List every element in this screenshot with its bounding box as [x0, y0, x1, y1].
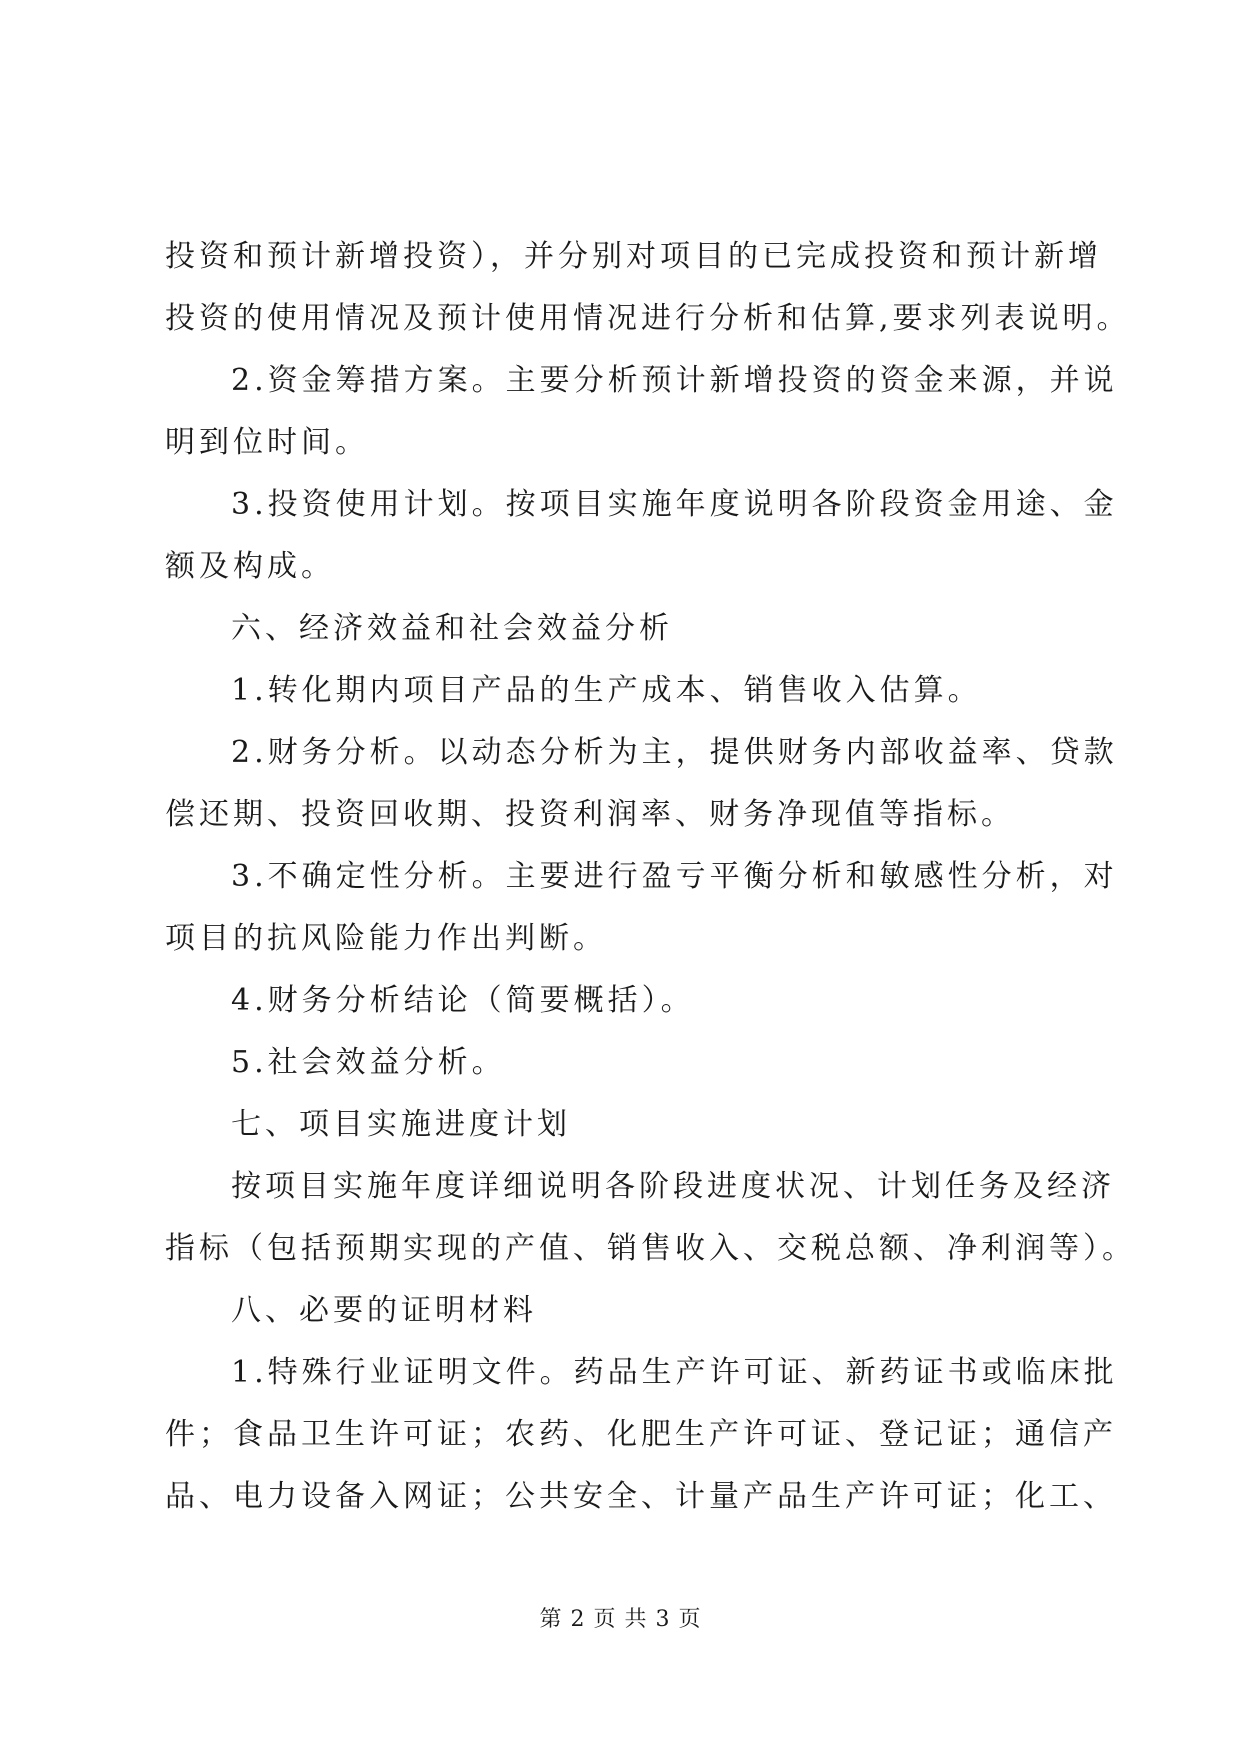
body-line: 按项目实施年度详细说明各阶段进度状况、计划任务及经济: [231, 1169, 1115, 1204]
body-line: 投资和预计新增投资），并分别对项目的已完成投资和预计新增: [165, 239, 1102, 274]
body-line: 明到位时间。: [165, 425, 369, 460]
section-heading: 七、项目实施进度计划: [231, 1107, 571, 1142]
body-line: 额及构成。: [165, 549, 335, 584]
body-line: 项目的抗风险能力作出判断。: [165, 921, 607, 956]
body-line: 4.财务分析结论（简要概括）。: [231, 983, 695, 1018]
body-line: 偿还期、投资回收期、投资利润率、财务净现值等指标。: [165, 797, 1015, 832]
document-body: [165, 226, 1136, 1528]
body-line: 1.特殊行业证明文件。药品生产许可证、新药证书或临床批: [231, 1355, 1118, 1390]
page-number-footer: 第 2 页 共 3 页: [539, 1607, 702, 1632]
body-line: 件；食品卫生许可证；农药、化肥生产许可证、登记证；通信产: [165, 1417, 1117, 1452]
body-line: 5.社会效益分析。: [231, 1045, 506, 1080]
body-line: 3.投资使用计划。按项目实施年度说明各阶段资金用途、金: [231, 487, 1118, 522]
body-line: 3.不确定性分析。主要进行盈亏平衡分析和敏感性分析，对: [231, 859, 1118, 894]
section-heading: 八、必要的证明材料: [231, 1293, 537, 1328]
body-line: 品、电力设备入网证；公共安全、计量产品生产许可证；化工、: [165, 1479, 1117, 1514]
body-line: 2.财务分析。以动态分析为主，提供财务内部收益率、贷款: [231, 735, 1118, 770]
body-line: 指标（包括预期实现的产值、销售收入、交税总额、净利润等）。: [165, 1231, 1136, 1266]
body-line: 2.资金筹措方案。主要分析预计新增投资的资金来源，并说: [231, 363, 1118, 398]
body-line: 投资的使用情况及预计使用情况进行分析和估算,要求列表说明。: [165, 301, 1131, 336]
body-line: 1.转化期内项目产品的生产成本、销售收入估算。: [231, 673, 982, 708]
section-heading: 六、经济效益和社会效益分析: [231, 611, 673, 646]
